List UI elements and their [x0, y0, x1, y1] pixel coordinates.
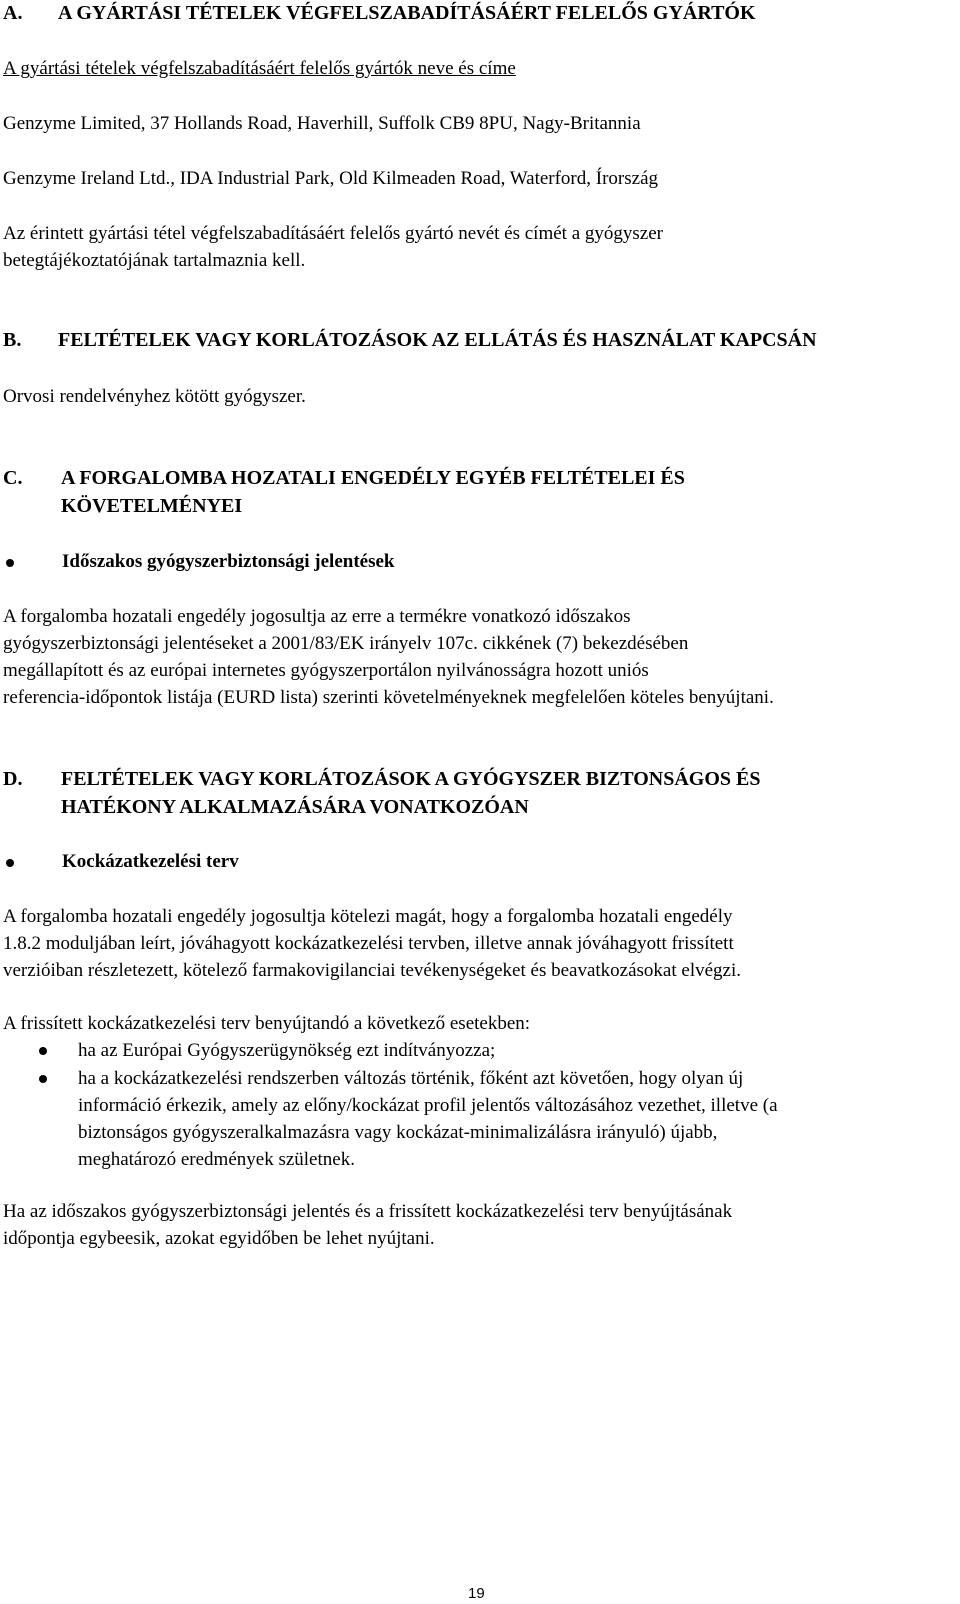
list-item-text: ha az Európai Gyógyszerügynökség ezt indítványozza; [78, 1040, 496, 1061]
section-d-bullet-heading: Kockázatkezelési terv [62, 851, 239, 872]
section-c-letter: C. [3, 467, 23, 489]
section-d-paragraph-1 [3, 903, 943, 984]
section-a-note-line: Az érintett gyártási tétel végfelszabadításáért felelős gyártó nevét és címét a gyógyszer [3, 223, 663, 244]
section-d-para-line: 1.8.2 moduljában leírt, jóváhagyott kockázatkezelési tervben, illetve annak jóváhagyott frissített [3, 933, 734, 954]
section-a-letter: A. [3, 2, 23, 24]
section-c-title-line: A FORGALOMBA HOZATALI ENGEDÉLY EGYÉB FELTÉTELEI ÉS [61, 467, 685, 489]
section-a-title: A GYÁRTÁSI TÉTELEK VÉGFELSZABADÍTÁSÁÉRT FELELŐS GYÁRTÓK [58, 2, 756, 24]
section-d-title-line: HATÉKONY ALKALMAZÁSÁRA VONATKOZÓAN [61, 796, 529, 818]
section-a-note-line: betegtájékoztatójának tartalmaznia kell. [3, 250, 306, 271]
section-a-subtitle: A gyártási tételek végfelszabadításáért felelős gyártók neve és címe [3, 58, 516, 79]
section-a-note [3, 220, 943, 274]
section-c-para-line: referencia-időpontok listája (EURD lista) szerinti követelményeknek megfelelően köteles benyújtani. [3, 687, 774, 708]
section-c-title-line: KÖVETELMÉNYEI [61, 495, 243, 517]
bullet-icon [6, 859, 14, 867]
list-item-line: meghatározó eredmények születnek. [78, 1149, 355, 1170]
list-item [78, 1065, 778, 1173]
section-d-letter: D. [3, 768, 23, 790]
manufacturer-1: Genzyme Limited, 37 Hollands Road, Haverhill, Suffolk CB9 8PU, Nagy-Britannia [3, 113, 641, 134]
list-item [78, 1037, 495, 1064]
section-c-para-line: gyógyszerbiztonsági jelentéseket a 2001/83/EK irányelv 107c. cikkének (7) bekezdésében [3, 633, 689, 654]
list-item-line: információ érkezik, amely az előny/kockázat profil jelentős változásához vezethet, illetve (a [78, 1095, 778, 1116]
section-c-para-line: A forgalomba hozatali engedély jogosultja az erre a termékre vonatkozó időszakos [3, 606, 631, 627]
page-number: 19 [468, 1585, 485, 1602]
section-b-text: Orvosi rendelvényhez kötött gyógyszer. [3, 386, 306, 407]
manufacturer-2: Genzyme Ireland Ltd., IDA Industrial Park, Old Kilmeaden Road, Waterford, Írország [3, 168, 658, 189]
section-a-heading [3, 0, 756, 27]
bullet-icon [39, 1047, 47, 1055]
section-c-bullet-heading: Időszakos gyógyszerbiztonsági jelentések [62, 551, 395, 572]
section-d-heading [3, 765, 903, 821]
section-d-title-line: FELTÉTELEK VAGY KORLÁTOZÁSOK A GYÓGYSZER BIZTONSÁGOS ÉS [61, 768, 761, 790]
section-b-letter: B. [3, 329, 22, 351]
bullet-icon [39, 1075, 47, 1083]
section-c-para-line: megállapított és az európai internetes gyógyszerportálon nyilvánosságra hozott uniós [3, 660, 649, 681]
section-b-heading [3, 327, 817, 354]
section-c-paragraph [3, 603, 943, 711]
list-item-line: ha a kockázatkezelési rendszerben változás történik, főként azt követően, hogy olyan új [78, 1068, 744, 1089]
section-d-para-line: Ha az időszakos gyógyszerbiztonsági jelentés és a frissített kockázatkezelési terv benyújtásának [3, 1201, 733, 1222]
section-d-para-line: időpontja egybeesik, azokat egyidőben be lehet nyújtani. [3, 1228, 435, 1249]
section-d-paragraph-3 [3, 1198, 943, 1252]
list-item-line: biztonságos gyógyszeralkalmazásra vagy kockázat-minimalizálásra irányuló) újabb, [78, 1122, 718, 1143]
section-c-heading [3, 464, 903, 520]
section-d-para-line: verzióiban részletezett, kötelező farmakovigilanciai tevékenységeket és beavatkozásokat elvégzi. [3, 960, 742, 981]
section-d-paragraph-2: A frissített kockázatkezelési terv benyújtandó a következő esetekben: [3, 1013, 531, 1034]
bullet-icon [6, 559, 14, 567]
section-d-para-line: A forgalomba hozatali engedély jogosultja kötelezi magát, hogy a forgalomba hozatali engedély [3, 906, 733, 927]
section-b-title: FELTÉTELEK VAGY KORLÁTOZÁSOK AZ ELLÁTÁS ÉS HASZNÁLAT KAPCSÁN [58, 329, 817, 351]
